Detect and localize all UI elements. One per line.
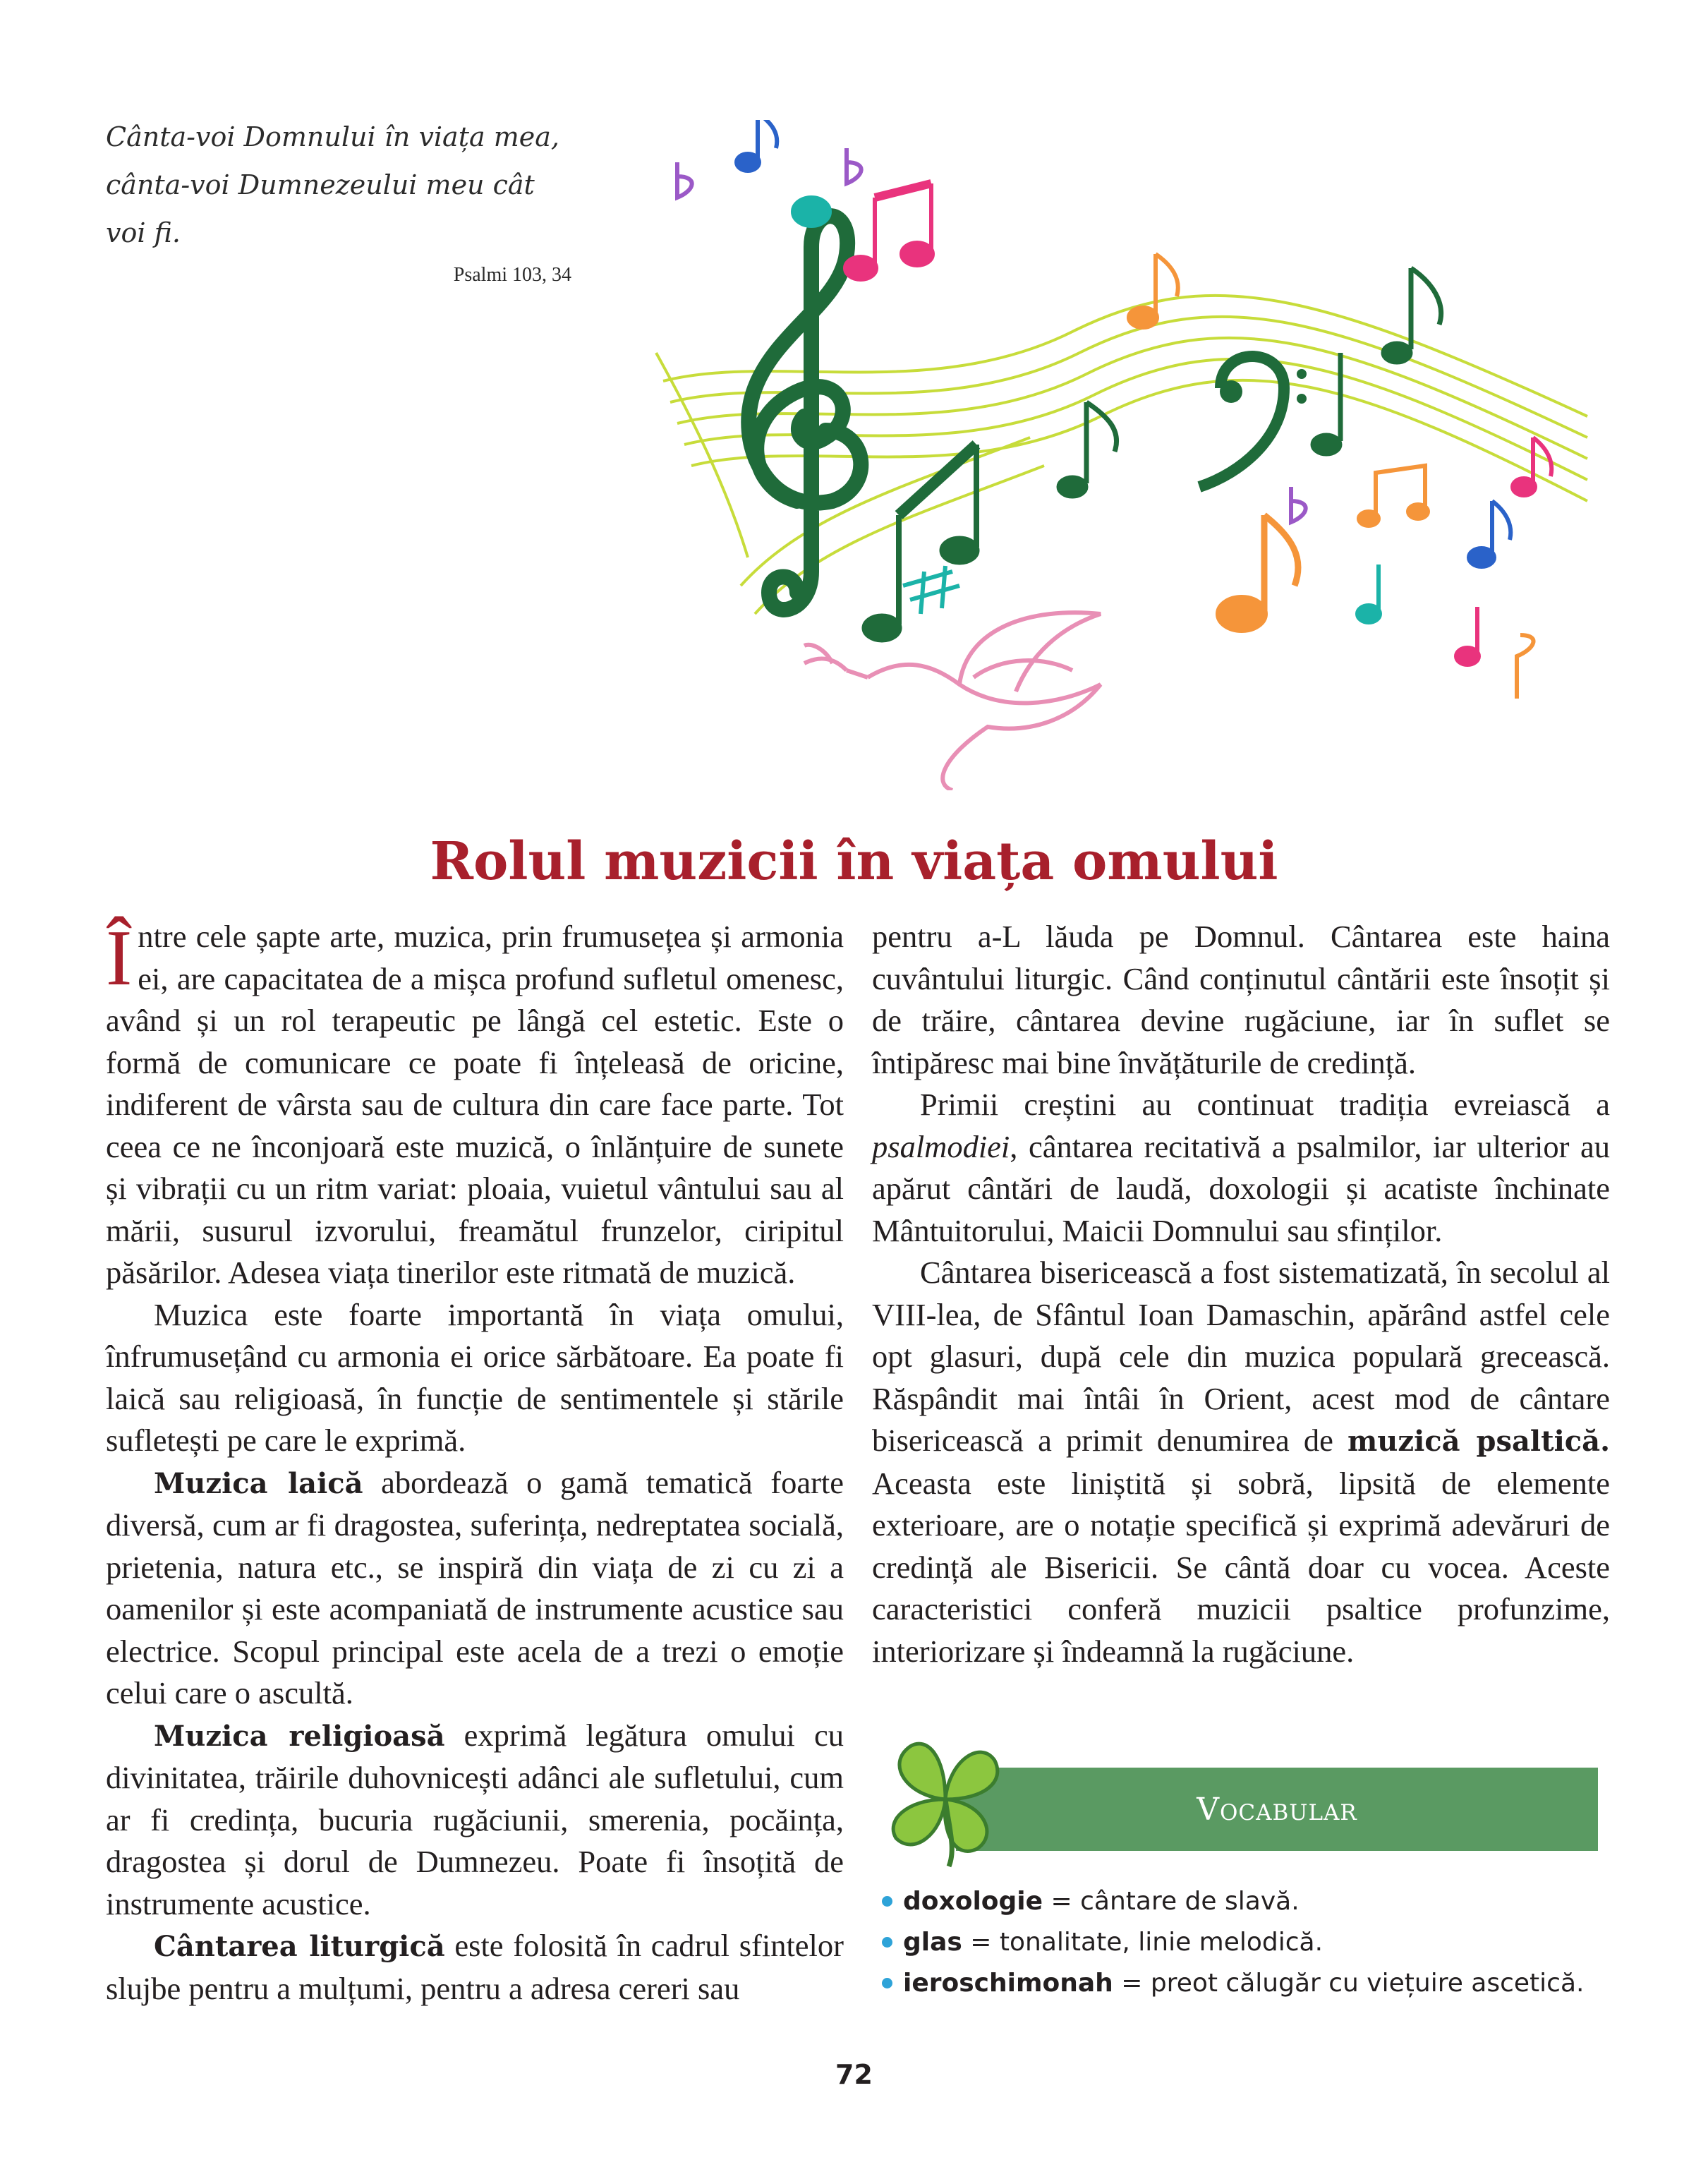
epigraph-line-2: cânta-voi Dumnezeului meu cât voi fi.	[106, 169, 535, 248]
bullet-icon	[882, 1978, 892, 1988]
music-notes-illustration	[635, 120, 1609, 790]
paragraph-intro: Între cele șapte arte, muzica, prin frumusețea și armonia ei, are capacitatea de a mișca profund sufletul omenesc, având și un rol terapeutic pe lângă cel estetic. Este o formă de comunicare ce poate fi înțeleasă de oricine, indiferent de vârsta sau de cultura din care face parte. Tot ceea ce ne înconjoară este muzică, o înlănțuire de sunete și vibrații cu un ritm variat: ploaia, vuietul vântului sau al mării, susurul izvorului, freamătul frunzelor, ciripitul păsărilor. Adesea viața tinerilor este ritmată de muzică.	[106, 915, 844, 1290]
bass-clef-icon	[1199, 356, 1307, 487]
dove-icon	[804, 612, 1101, 790]
bullet-icon	[882, 1937, 892, 1948]
drop-cap: Î	[106, 915, 133, 1002]
paragraph-liturgical-chant: Cântarea liturgică este folosită în cadrul sfintelor slujbe pentru a mulțumi, pentru a adresa cereri sau	[106, 1928, 844, 2006]
page-title: Rolul muzicii în viața omului	[430, 831, 1278, 892]
paragraph-religious-music: Muzica religioasă exprimă legătura omului cu divinitatea, trăirile duhovnicești adânci ale sufletului, cum ar fi credința, bucuria rugăciunii, smerenia, pocăința, dragostea și dorul de Dumnezeu. Poate fi însoțită de instrumente acustice.	[106, 1717, 844, 1921]
vocabulary-header	[956, 1768, 1598, 1851]
epigraph-line-1: Cânta-voi Domnului în viața mea,	[106, 121, 559, 152]
term-muzica-psaltica: muzică psaltică.	[1347, 1425, 1610, 1458]
epigraph-reference: Psalmi 103, 34	[453, 264, 571, 286]
page-number: 72	[835, 2059, 873, 2090]
paragraph-importance: Muzica este foarte importantă în viața omului, înfrumusețând cu armonia ei orice sărbătoare. Ea poate fi laică sau religioasă, în funcție de sentimentele și stările sufletești pe care le exprimă.	[106, 1296, 844, 1458]
term-cantarea-liturgica: Cântarea liturgică	[154, 1930, 445, 1963]
bullet-icon	[882, 1896, 892, 1907]
epigraph	[106, 113, 571, 291]
treble-clef-icon	[749, 216, 861, 610]
term-psalmodiei: psalmodiei	[872, 1128, 1010, 1164]
paragraph-liturgical-continued: pentru a-L lăuda pe Domnul. Cântarea este haina cuvântului liturgic. Când conținutul cântării este însoțit și de trăire, cântarea devine rugăciune, iar în suflet se întipăresc mai bine învățăturile de credință.	[872, 919, 1610, 1080]
clover-icon	[878, 1729, 1012, 1870]
term-muzica-laica: Muzica laică	[154, 1466, 363, 1500]
vocabulary-item: ieroschimonah = preot călugăr cu viețuire ascetică.	[882, 1963, 1623, 2004]
left-column	[106, 916, 844, 2010]
term-muzica-religioasa: Muzica religioasă	[154, 1719, 445, 1753]
paragraph-secular-music: Muzica laică abordează o gamă tematică foarte diversă, cum ar fi dragostea, suferința, nedreptatea socială, prietenia, natura etc., se inspiră din viața de zi cu zi a oamenilor și este acompaniată de instrumente acustice sau electrice. Scopul principal este acela de a trezi o emoție celui care o ascultă.	[106, 1464, 844, 1710]
vocabulary-item: doxologie = cântare de slavă.	[882, 1881, 1623, 1922]
vocabulary-list	[882, 1881, 1623, 2004]
vocabulary-title: Vocabular	[1197, 1791, 1357, 1828]
right-column	[872, 916, 1610, 1672]
paragraph-early-christians: Primii creștini au continuat tradiția evreiască a psalmodiei, cântarea recitativă a psalmilor, iar ulterior au apărut cântări de laudă, doxologii și acatiste închinate Mântuitorului, Maicii Domnului sau sfinților.	[872, 1087, 1610, 1248]
paragraph-psaltic-music: Cântarea bisericească a fost sistematizată, în secolul al VIII-lea, de Sfântul Ioan Damaschin, apărând astfel cele opt glasuri, după cele din muzica populară grecească. Răspândit mai întâi în Orient, acest mod de cântare bisericească a primit denumirea de muzică psaltică. Aceasta este liniștită și sobră, lipsită de elemente exterioare, are o notație specifică și exprimă adevăruri de credință ale Bisericii. Se cântă doar cu vocea. Aceste caracteristici conferă muzicii psaltice profunzime, interiorizare și îndeamnă la rugăciune.	[872, 1255, 1610, 1669]
vocabulary-item: glas = tonalitate, linie melodică.	[882, 1922, 1623, 1963]
